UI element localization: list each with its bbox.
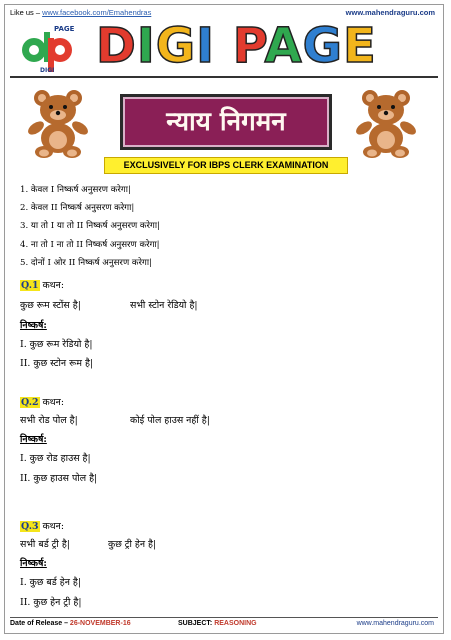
facebook-link[interactable]: www.facebook.com/Emahendras (42, 8, 152, 17)
page-title: न्याय निगमन (123, 97, 329, 147)
brand-letter: E (343, 18, 377, 74)
option-item: 2. केवल II निष्कर्ष अनुसरण करेगा| (20, 203, 135, 214)
brand-letter: G (155, 18, 197, 74)
question-number: Q.3 (21, 521, 39, 532)
statement-2: कुछ ट्री हेन है| (108, 539, 157, 550)
conclusion-2: II. कुछ स्टोन रूम है| (20, 358, 94, 369)
statement-2: कोई पोल हाउस नहीं है| (130, 415, 210, 426)
footer-divider (10, 617, 438, 618)
footer (10, 620, 440, 632)
statement-1: सभी रोड पोल है| (20, 415, 78, 426)
logo-page-text: PAGE (54, 25, 75, 33)
question-1-statements (20, 298, 198, 311)
question-3-heading: Q.3 कथन: (21, 521, 65, 532)
question-1-heading: Q.1 कथन: (21, 280, 65, 291)
conclusion-1: I. कुछ रूम रेडियो है| (20, 339, 93, 350)
question-2-heading: Q.2 कथन: (21, 397, 65, 408)
question-number: Q.2 (21, 397, 39, 408)
teddy-bear-icon-left (22, 84, 98, 160)
like-us-text: Like us – www.facebook.com/Emahendras (10, 8, 152, 17)
teddy-bear-icon-right (350, 84, 426, 160)
brand-letter: A (264, 18, 303, 74)
brand-letter: G (302, 18, 344, 74)
question-number: Q.1 (21, 280, 39, 291)
statement-1: कुछ रूम स्टोंस है| (20, 300, 81, 311)
title-banner (120, 94, 332, 150)
website-link-footer[interactable]: www.mahendraguru.com (356, 620, 434, 627)
options-list (20, 181, 160, 272)
header-divider (10, 76, 438, 78)
option-item: 5. दोनों I ओर II निष्कर्ष अनुसरण करेगा| (20, 257, 152, 268)
website-link-top[interactable]: www.mahendraguru.com (345, 8, 435, 17)
question-3-statements (20, 537, 157, 550)
brand-letter: I (196, 18, 215, 74)
subject: SUBJECT: REASONING (178, 620, 257, 627)
brand-letter: P (232, 18, 265, 74)
brand-letter: I (136, 18, 156, 74)
conclusion-label: निष्कर्ष: (20, 320, 47, 331)
exclusive-banner: EXCLUSIVELY FOR IBPS CLERK EXAMINATION (104, 157, 348, 174)
conclusion-label: निष्कर्ष: (20, 434, 47, 445)
conclusion-label: निष्कर्ष: (20, 558, 47, 569)
option-item: 1. केवल I निष्कर्ष अनुसरण करेगा| (20, 185, 131, 195)
conclusion-1: I. कुछ रोड हाउस है| (20, 453, 91, 464)
statement-1: सभी बर्ड ट्री है| (20, 539, 70, 550)
digi-page-title (96, 18, 426, 74)
question-2-statements (20, 413, 210, 426)
conclusion-2: II. कुछ हेन ट्री है| (20, 597, 82, 608)
conclusion-2: II. कुछ हाउस पोल है| (20, 473, 98, 484)
release-date: Date of Release – 26-NOVEMBER-16 (10, 620, 131, 627)
brand-letter: D (96, 18, 137, 74)
brand-letter (215, 18, 233, 74)
logo-digi-text: DIGI (40, 67, 55, 74)
statement-2: सभी स्टोन रेडियो है| (130, 300, 198, 311)
digi-page-logo (18, 22, 78, 74)
option-item: 3. या तो I या तो II निष्कर्ष अनुसरण करेगा| (20, 221, 161, 232)
option-item: 4. ना तो I ना तो II निष्कर्ष अनुसरण करेगा| (20, 239, 160, 250)
conclusion-1: I. कुछ बर्ड हेन है| (20, 577, 82, 588)
